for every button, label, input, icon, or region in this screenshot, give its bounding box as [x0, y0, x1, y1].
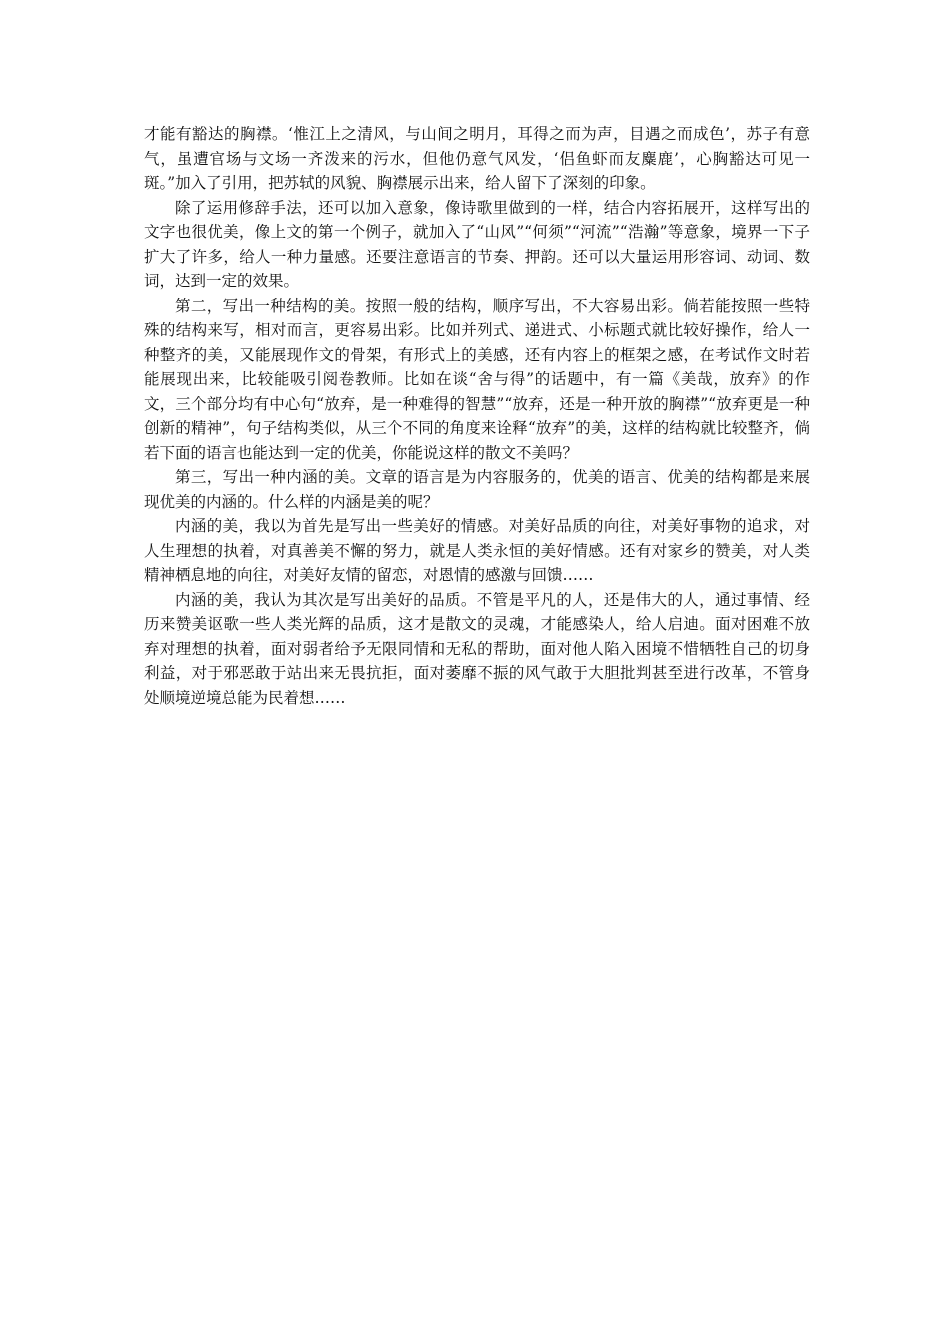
paragraph-structure-beauty: 第二，写出一种结构的美。按照一般的结构，顺序写出，不大容易出彩。倘若能按照一些特殊的结构来写，相对而言，更容易出彩。比如并列式、递进式、小标题式就比较好操作，给人一种整齐的美，又能展现作文的骨架，有形式上的美感，还有内容上的框架之感，在考试作文时若能展现出来，比较能吸引阅卷教师。比如在谈“舍与得”的话题中，有一篇《美哉，放弃》的作文，三个部分均有中心句“放弃，是一种难得的智慧”“放弃，还是一种开放的胸襟”“放弃更是一种创新的精神”，句子结构类似，从三个不同的角度来诠释“放弃”的美，这样的结构就比较整齐，倘若下面的语言也能达到一定的优美，你能说这样的散文不美吗？ — [144, 296, 810, 462]
article-body — [144, 122, 810, 710]
paragraph-connotation-beauty: 第三，写出一种内涵的美。文章的语言是为内容服务的，优美的语言、优美的结构都是来展现优美的内涵的。什么样的内涵是美的呢？ — [144, 468, 810, 511]
paragraph-citation-conclusion: 才能有豁达的胸襟。‘惟江上之清风，与山间之明月，耳得之而为声，目遇之而成色’，苏子有意气，虽遭官场与文场一齐泼来的污水，但他仍意气风发，‘侣鱼虾而友麋鹿’，心胸豁达可见一斑。”加入了引用，把苏轼的风貌、胸襟展示出来，给人留下了深刻的印象。 — [144, 125, 810, 192]
paragraph-beautiful-qualities: 内涵的美，我认为其次是写出美好的品质。不管是平凡的人，还是伟大的人，通过事情、经历来赞美讴歌一些人类光辉的品质，这才是散文的灵魂，才能感染人，给人启迪。面对困难不放弃对理想的执着，面对弱者给予无限同情和无私的帮助，面对他人陷入困境不惜牺牲自己的切身利益，对于邪恶敢于站出来无畏抗拒，面对萎靡不振的风气敢于大胆批判甚至进行改革，不管身处顺境逆境总能为民着想…… — [144, 590, 810, 707]
paragraph-imagery: 除了运用修辞手法，还可以加入意象，像诗歌里做到的一样，结合内容拓展开，这样写出的文字也很优美，像上文的第一个例子，就加入了“山风”“何须”“河流”“浩瀚”等意象，境界一下子扩大了许多，给人一种力量感。还要注意语言的节奏、押韵。还可以大量运用形容词、动词、数词，达到一定的效果。 — [144, 198, 810, 290]
paragraph-beautiful-emotions: 内涵的美，我以为首先是写出一些美好的情感。对美好品质的向往，对美好事物的追求，对人生理想的执着，对真善美不懈的努力，就是人类永恒的美好情感。还有对家乡的赞美，对人类精神栖息地的向往，对美好友情的留恋，对恩情的感激与回馈…… — [144, 517, 810, 584]
